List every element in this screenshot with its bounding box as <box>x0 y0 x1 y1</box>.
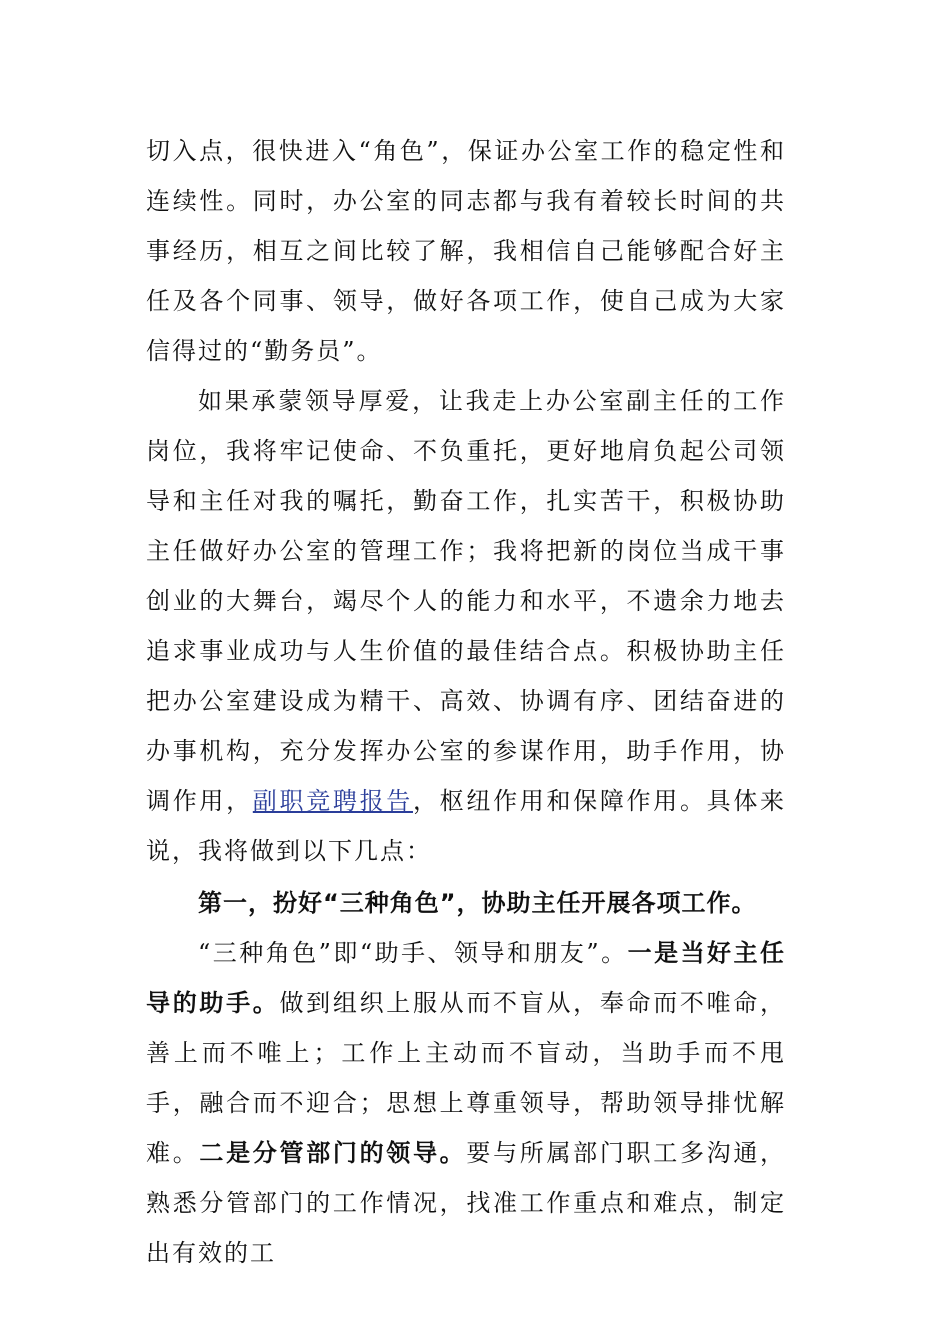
section-heading: 第一，扮好“三种角色”，协助主任开展各项工作。 <box>198 889 757 917</box>
bold-point-one: 一是当好主任导的助手。 <box>146 938 786 1017</box>
paragraph-text: 做到组织上服从而不盲从，奉命而不唯命，善上而不唯上；工作上主动而不盲动，当助手而不甩手，融合而不迎合；思想上尊重领导，帮助领导排忧解难。 <box>146 989 787 1167</box>
paragraph-text: 如果承蒙领导厚爱，让我走上办公室副主任的工作岗位，我将牢记使命、不负重托，更好地肩负起公司领导和主任对我的嘱托，勤奋工作，扎实苦干，积极协助主任做好办公室的管理工作；我将把新的岗位当成干事创业的大舞台，竭尽个人的能力和水平，不遗余力地去追求事业成功与人生价值的最佳结合点。积极协助主任把办公室建设成为精干、高效、协调有序、团结奋进的办事机构，充分发挥办公室的参谋作用，助手作用，协调作用， <box>146 387 786 815</box>
document-page <box>146 126 786 1278</box>
paragraph-text: “三种角色”即“助手、领导和朋友”。 <box>198 939 628 967</box>
paragraph-text: 要与所属部门职工多沟通，熟悉分管部门的工作情况，找准工作重点和难点，制定出有效的工 <box>146 1139 787 1267</box>
report-link[interactable]: 副职竞聘报告 <box>252 787 413 815</box>
paragraph-aspiration <box>146 376 786 876</box>
paragraph-three-roles <box>146 928 786 1278</box>
paragraph-continuation <box>146 126 786 376</box>
bold-point-two: 二是分管部门的领导。 <box>199 1138 467 1167</box>
paragraph-text: ，枢纽作用和保障作用。具体来说，我将做到以下几点： <box>146 787 787 865</box>
paragraph-text: 切入点，很快进入“角色”，保证办公室工作的稳定性和连续性。同时，办公室的同志都与我有着较长时间的共事经历，相互之间比较了解，我相信自己能够配合好主任及各个同事、领导，做好各项工作，使自己成为大家信得过的“勤务员”。 <box>146 137 786 365</box>
